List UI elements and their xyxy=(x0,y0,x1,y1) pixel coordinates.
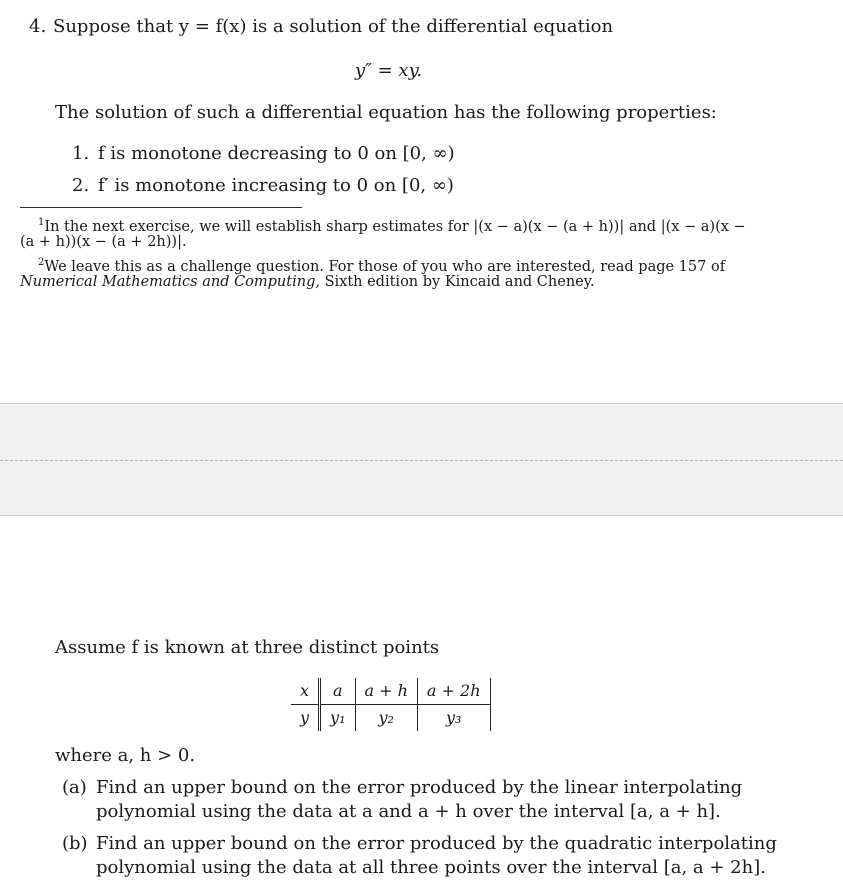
part-b-line1: Find an upper bound on the error produced by the quadratic interpolating xyxy=(96,833,777,854)
part-b-label: (b) xyxy=(62,833,88,854)
table-cell: y₂ xyxy=(355,705,417,732)
table-cell: a + 2h xyxy=(417,678,490,705)
footnote-2-line1: We leave this as a challenge question. For those of you who are interested, read page 157 of xyxy=(44,258,726,275)
table-row-x xyxy=(291,678,490,705)
property-2-text: f′ is monotone increasing to 0 on [0, ∞) xyxy=(98,175,454,196)
problem-intro: Suppose that y = f(x) is a solution of the differential equation xyxy=(53,16,614,37)
table-cell: x xyxy=(291,678,320,705)
footnote-2-continued xyxy=(20,273,595,292)
table-row-y xyxy=(291,705,490,732)
book-title: Numerical Mathematics and Computing, xyxy=(20,274,320,290)
problem-number: 4. xyxy=(29,16,47,37)
table-cell: a + h xyxy=(355,678,417,705)
footnote-1-line1: In the next exercise, we will establish sharp estimates for |(x − a)(x − (a + h))| and |(x − a)(x − xyxy=(44,218,746,235)
table-cell: y xyxy=(291,705,320,732)
table-cell: y₁ xyxy=(320,705,355,732)
assume-text: Assume f is known at three distinct points xyxy=(55,637,440,658)
part-a-label: (a) xyxy=(62,777,87,798)
part-b-line2: polynomial using the data at all three points over the interval [a, a + 2h]. xyxy=(96,857,766,878)
part-a-line1: Find an upper bound on the error produced by the linear interpolating xyxy=(96,777,743,798)
footnote-2-mark: 2 xyxy=(38,257,45,268)
property-1-number: 1. xyxy=(72,143,90,164)
where-text: where a, h > 0. xyxy=(55,745,196,766)
footnote-1-continued: (a + h))(x − (a + 2h))|. xyxy=(20,234,187,250)
properties-intro: The solution of such a differential equation has the following properties: xyxy=(55,102,717,123)
footnote-1-mark: 1 xyxy=(38,217,45,228)
page-gap-bottom xyxy=(0,461,843,516)
footnote-2-line2: Sixth edition by Kincaid and Cheney. xyxy=(319,274,595,290)
table-cell: y₃ xyxy=(417,705,490,732)
part-a-line2: polynomial using the data at a and a + h over the interval [a, a + h]. xyxy=(96,801,721,822)
property-2-number: 2. xyxy=(72,175,90,196)
table-cell: a xyxy=(320,678,355,705)
footnote-rule xyxy=(20,207,302,208)
data-table xyxy=(291,678,491,731)
property-1-text: f is monotone decreasing to 0 on [0, ∞) xyxy=(98,143,455,164)
page-gap-top xyxy=(0,403,843,461)
differential-equation: y″ = xy. xyxy=(355,60,423,81)
